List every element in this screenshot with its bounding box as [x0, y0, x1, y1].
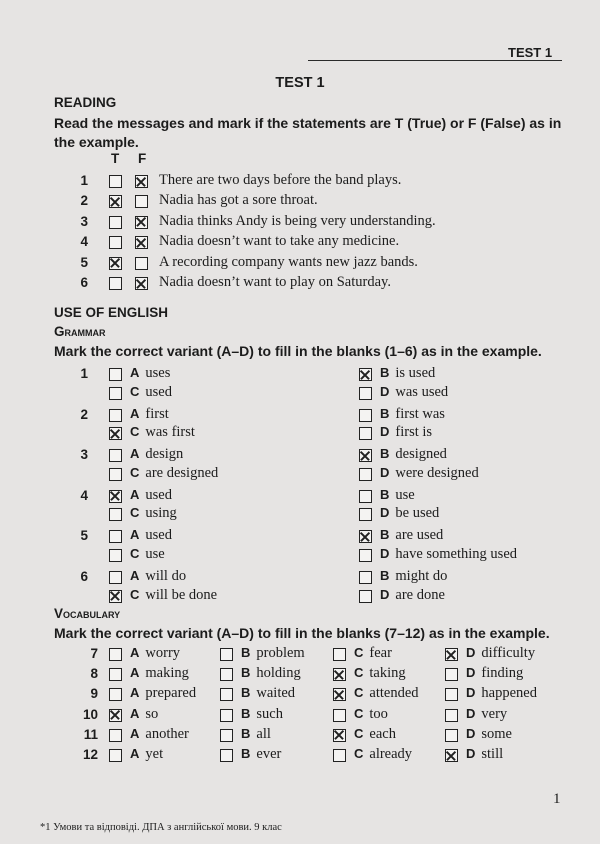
option-letter: B	[380, 405, 390, 421]
answer-option	[130, 726, 189, 743]
item-number: 4	[80, 487, 88, 503]
answer-checkbox[interactable]	[445, 749, 458, 762]
answer-option	[354, 746, 412, 763]
answer-option	[380, 568, 447, 585]
option-text: problem	[256, 645, 305, 661]
answer-option	[380, 487, 415, 504]
column-header-t: T	[111, 151, 120, 166]
option-text: design	[145, 446, 184, 463]
option-letter: A	[130, 365, 140, 380]
option-text: designed	[395, 446, 447, 463]
option-letter: B	[380, 568, 390, 583]
option-text: first is	[395, 424, 433, 441]
option-text: prepared	[145, 685, 197, 702]
answer-checkbox[interactable]	[220, 749, 233, 762]
answer-option	[466, 746, 503, 763]
answer-checkbox[interactable]	[220, 709, 233, 722]
item-number: 4	[80, 234, 88, 250]
answer-option	[130, 746, 163, 763]
item-number: 6	[80, 275, 88, 290]
item-number: 3	[80, 213, 88, 229]
checkbox-false[interactable]	[135, 236, 148, 249]
option-letter: C	[354, 665, 364, 681]
option-letter: D	[466, 685, 476, 701]
answer-checkbox[interactable]	[109, 468, 122, 481]
option-letter: B	[380, 446, 390, 462]
option-letter: C	[130, 545, 140, 561]
use-of-english-heading: USE OF ENGLISH	[54, 305, 169, 320]
answer-checkbox[interactable]	[220, 648, 233, 661]
option-letter: B	[241, 665, 251, 681]
answer-option	[380, 546, 517, 563]
answer-checkbox[interactable]	[109, 571, 122, 584]
answer-option	[241, 706, 283, 723]
reading-heading: READING	[54, 95, 117, 110]
option-letter: A	[130, 685, 140, 701]
grammar-heading: Grammar	[54, 324, 106, 339]
answer-option	[130, 645, 180, 662]
item-number: 12	[82, 747, 98, 762]
option-letter: A	[130, 665, 140, 681]
answer-checkbox[interactable]	[359, 549, 372, 562]
answer-option	[380, 527, 443, 544]
answer-checkbox[interactable]	[109, 508, 122, 521]
answer-option	[354, 645, 392, 662]
grammar-instruction: Mark the correct variant (A–D) to fill in the blanks (1–6) as in the example.	[54, 343, 542, 359]
item-number: 3	[80, 447, 88, 463]
option-text: uses	[145, 365, 171, 381]
answer-checkbox[interactable]	[109, 749, 122, 762]
option-text: some	[481, 725, 512, 742]
item-number: 2	[80, 406, 88, 422]
answer-option	[380, 406, 445, 423]
answer-option	[130, 384, 172, 401]
page-header-label: TEST 1	[508, 45, 553, 60]
option-text: is used	[395, 365, 436, 381]
option-letter: D	[466, 645, 476, 660]
answer-checkbox[interactable]	[359, 571, 372, 584]
item-number: 5	[80, 528, 88, 544]
answer-option	[241, 685, 295, 702]
answer-checkbox[interactable]	[333, 709, 346, 722]
statement-text: Nadia thinks Andy is being very understanding.	[159, 212, 436, 229]
option-text: happened	[481, 685, 537, 702]
answer-option	[380, 587, 445, 604]
answer-checkbox[interactable]	[359, 387, 372, 400]
answer-checkbox[interactable]	[109, 709, 122, 722]
answer-option	[130, 568, 186, 585]
option-letter: C	[130, 464, 140, 480]
answer-option	[130, 527, 172, 544]
checkbox-true[interactable]	[109, 257, 122, 270]
answer-option	[130, 465, 218, 482]
option-letter: A	[130, 486, 140, 502]
option-letter: B	[241, 705, 251, 721]
option-text: such	[256, 705, 283, 722]
statement-text: Nadia has got a sore throat.	[159, 192, 318, 209]
option-text: difficulty	[481, 645, 536, 661]
option-text: were designed	[395, 464, 479, 481]
option-text: finding	[481, 665, 524, 682]
option-text: was used	[395, 383, 449, 400]
answer-option	[130, 706, 158, 723]
option-letter: B	[380, 527, 390, 543]
option-text: using	[145, 505, 177, 522]
answer-checkbox[interactable]	[333, 648, 346, 661]
checkbox-false[interactable]	[135, 175, 148, 188]
answer-checkbox[interactable]	[445, 688, 458, 701]
option-letter: A	[130, 645, 140, 660]
statement-text: Nadia doesn’t want to take any medicine.	[159, 233, 400, 250]
answer-option	[354, 685, 419, 702]
option-letter: D	[380, 505, 390, 521]
option-text: first was	[395, 405, 445, 422]
option-text: will be done	[145, 586, 218, 603]
option-text: used	[145, 486, 172, 503]
option-text: very	[481, 705, 508, 722]
answer-option	[380, 465, 479, 482]
answer-checkbox[interactable]	[359, 508, 372, 521]
checkbox-true[interactable]	[109, 236, 122, 249]
answer-checkbox[interactable]	[109, 549, 122, 562]
option-text: will do	[145, 568, 187, 584]
option-text: yet	[145, 746, 164, 762]
vocabulary-heading: Vocabulary	[54, 606, 121, 621]
answer-option	[130, 406, 169, 423]
answer-checkbox[interactable]	[359, 530, 372, 543]
answer-option	[130, 487, 172, 504]
option-text: still	[481, 746, 504, 762]
option-text: have something used	[395, 545, 518, 562]
answer-checkbox[interactable]	[109, 449, 122, 462]
option-text: worry	[145, 645, 181, 661]
option-letter: A	[130, 568, 140, 583]
option-letter: C	[130, 383, 140, 399]
option-text: might do	[395, 568, 448, 584]
option-letter: D	[380, 424, 390, 440]
option-text: are designed	[145, 464, 219, 481]
checkbox-false[interactable]	[135, 216, 148, 229]
answer-option	[130, 446, 183, 463]
checkbox-true[interactable]	[109, 195, 122, 208]
reading-instruction	[54, 114, 561, 152]
option-letter: D	[380, 464, 390, 480]
answer-option	[130, 365, 170, 382]
answer-checkbox[interactable]	[220, 688, 233, 701]
option-text: use	[145, 545, 165, 562]
item-number: 7	[90, 646, 98, 661]
option-letter: B	[380, 365, 390, 380]
answer-checkbox[interactable]	[359, 409, 372, 422]
answer-checkbox[interactable]	[109, 668, 122, 681]
option-letter: D	[466, 665, 476, 681]
answer-option	[130, 546, 165, 563]
answer-option	[354, 706, 388, 723]
option-letter: C	[130, 586, 140, 602]
answer-checkbox[interactable]	[109, 729, 122, 742]
option-text: too	[369, 705, 388, 722]
option-text: used	[145, 383, 172, 400]
answer-option	[380, 446, 447, 463]
option-text: use	[395, 486, 415, 503]
reading-instruction-line1: Read the messages and mark if the statements are T (True) or F (False) as in	[54, 115, 562, 131]
option-letter: C	[354, 685, 364, 701]
answer-option	[466, 726, 512, 743]
answer-checkbox[interactable]	[445, 668, 458, 681]
answer-checkbox[interactable]	[109, 688, 122, 701]
item-number: 10	[82, 706, 98, 722]
answer-checkbox[interactable]	[445, 648, 458, 661]
item-number: 6	[80, 569, 88, 584]
option-text: another	[145, 725, 189, 742]
answer-option	[130, 685, 196, 702]
page-header-rule	[308, 60, 562, 61]
item-number: 2	[80, 193, 88, 209]
option-letter: A	[130, 446, 140, 462]
option-letter: A	[130, 527, 140, 543]
answer-option	[130, 424, 195, 441]
option-letter: D	[380, 586, 390, 602]
option-text: holding	[256, 665, 301, 682]
option-text: are used	[395, 527, 444, 544]
answer-checkbox[interactable]	[359, 427, 372, 440]
option-letter: B	[241, 746, 251, 761]
option-letter: C	[354, 705, 364, 721]
option-letter: D	[380, 383, 390, 399]
statement-text: Nadia doesn’t want to play on Saturday.	[159, 274, 391, 290]
item-number: 5	[80, 254, 88, 270]
answer-option	[466, 665, 523, 682]
item-number: 1	[80, 173, 88, 188]
option-text: first	[145, 405, 169, 422]
answer-option	[130, 505, 177, 522]
option-text: was first	[145, 424, 195, 441]
option-letter: C	[354, 725, 364, 741]
option-text: so	[145, 705, 159, 722]
option-letter: C	[130, 424, 140, 440]
option-letter: A	[130, 405, 140, 421]
option-letter: B	[241, 645, 251, 660]
column-header-f: F	[138, 151, 147, 166]
answer-checkbox[interactable]	[359, 590, 372, 603]
option-text: are done	[395, 586, 445, 603]
page-number: 1	[553, 791, 561, 807]
answer-checkbox[interactable]	[220, 668, 233, 681]
option-letter: C	[354, 645, 364, 660]
answer-checkbox[interactable]	[445, 709, 458, 722]
checkbox-true[interactable]	[109, 175, 122, 188]
answer-checkbox[interactable]	[109, 530, 122, 543]
option-letter: D	[466, 746, 476, 761]
answer-option	[241, 665, 301, 682]
footnote: *1 Умови та відповіді. ДПА з англійської мови. 9 клас	[40, 822, 282, 833]
option-letter: C	[130, 505, 140, 521]
answer-checkbox[interactable]	[359, 490, 372, 503]
answer-checkbox[interactable]	[333, 688, 346, 701]
option-letter: A	[130, 705, 140, 721]
answer-checkbox[interactable]	[359, 449, 372, 462]
option-text: waited	[256, 685, 296, 702]
answer-checkbox[interactable]	[359, 368, 372, 381]
answer-checkbox[interactable]	[109, 368, 122, 381]
answer-option	[380, 365, 435, 382]
answer-checkbox[interactable]	[445, 729, 458, 742]
vocabulary-instruction: Mark the correct variant (A–D) to fill in the blanks (7–12) as in the example.	[54, 625, 550, 641]
answer-option	[380, 505, 439, 522]
answer-checkbox[interactable]	[109, 648, 122, 661]
option-text: all	[256, 725, 271, 742]
answer-option	[241, 726, 271, 743]
option-text: making	[145, 665, 189, 682]
option-letter: B	[380, 486, 390, 502]
option-letter: D	[466, 725, 476, 741]
answer-option	[241, 746, 281, 763]
item-number: 11	[83, 726, 98, 742]
answer-option	[466, 706, 507, 723]
answer-checkbox[interactable]	[333, 749, 346, 762]
answer-checkbox[interactable]	[109, 387, 122, 400]
answer-checkbox[interactable]	[109, 490, 122, 503]
answer-checkbox[interactable]	[333, 668, 346, 681]
checkbox-false[interactable]	[135, 195, 148, 208]
option-letter: B	[241, 685, 251, 701]
answer-option	[466, 645, 535, 662]
answer-option	[241, 645, 305, 662]
option-text: already	[369, 746, 413, 762]
option-text: attended	[369, 685, 419, 702]
option-letter: B	[241, 725, 251, 741]
item-number: 9	[90, 686, 98, 702]
option-text: be used	[395, 505, 440, 522]
answer-checkbox[interactable]	[220, 729, 233, 742]
checkbox-true[interactable]	[109, 277, 122, 290]
page-title: TEST 1	[275, 75, 325, 91]
item-number: 1	[80, 366, 88, 381]
option-text: taking	[369, 665, 406, 682]
answer-checkbox[interactable]	[109, 409, 122, 422]
option-text: each	[369, 725, 396, 742]
answer-option	[354, 726, 396, 743]
checkbox-false[interactable]	[135, 257, 148, 270]
answer-checkbox[interactable]	[333, 729, 346, 742]
answer-checkbox[interactable]	[109, 590, 122, 603]
option-letter: D	[380, 545, 390, 561]
option-letter: A	[130, 725, 140, 741]
answer-checkbox[interactable]	[109, 427, 122, 440]
option-letter: A	[130, 746, 140, 761]
answer-option	[130, 665, 189, 682]
answer-option	[354, 665, 406, 682]
checkbox-false[interactable]	[135, 277, 148, 290]
option-text: fear	[369, 645, 392, 661]
checkbox-true[interactable]	[109, 216, 122, 229]
option-letter: C	[354, 746, 364, 761]
statement-text: A recording company wants new jazz bands.	[159, 253, 418, 270]
answer-option	[130, 587, 217, 604]
answer-option	[380, 384, 448, 401]
reading-instruction-line2: the example.	[54, 134, 139, 150]
answer-option	[466, 685, 537, 702]
option-text: used	[145, 527, 172, 544]
statement-text: There are two days before the band plays.	[159, 172, 402, 188]
option-text: ever	[256, 746, 282, 762]
answer-option	[380, 424, 432, 441]
option-letter: D	[466, 705, 476, 721]
answer-checkbox[interactable]	[359, 468, 372, 481]
item-number: 8	[90, 666, 98, 682]
